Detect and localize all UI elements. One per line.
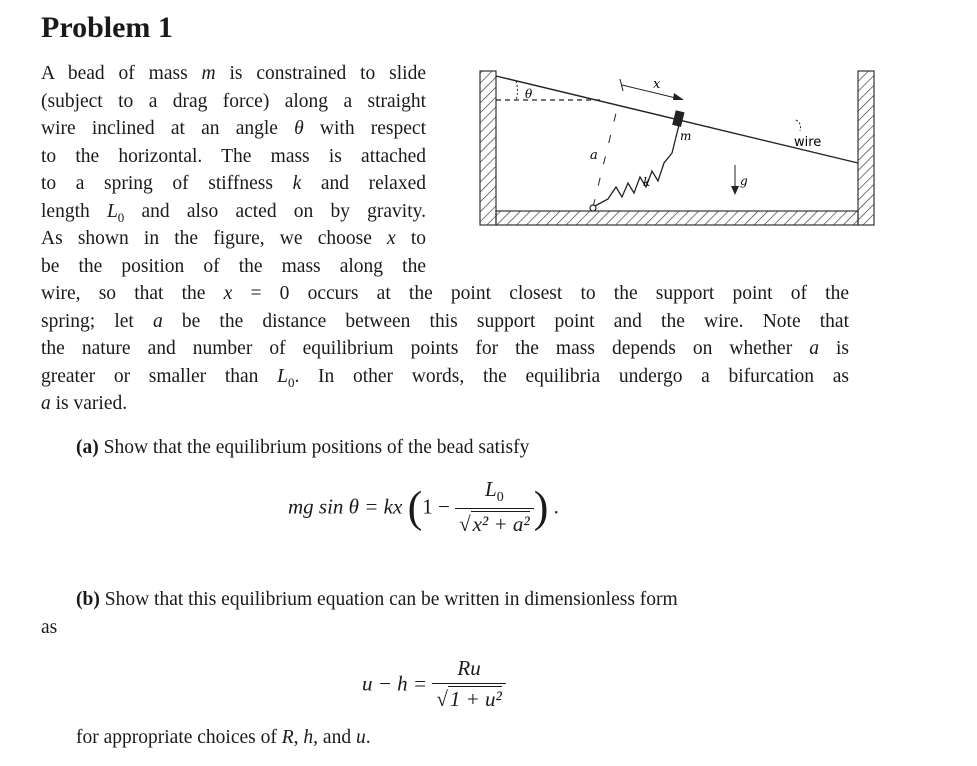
part-b-text	[76, 588, 678, 612]
closing-pre: for appropriate choices of	[76, 727, 282, 748]
intro-line-segment: m	[201, 63, 216, 84]
intro-line-segment: 0	[287, 374, 295, 390]
intro-line-segment: x	[387, 228, 396, 249]
intro-line-segment: to the horizontal. The mass is attached	[41, 146, 426, 167]
m-label: m	[680, 129, 692, 143]
intro-line	[41, 172, 426, 196]
intro-line-segment: k	[292, 173, 302, 194]
intro-line-segment: length	[41, 201, 107, 222]
intro-line-segment: (subject to a drag force) along a straight	[41, 91, 426, 112]
x-arrow	[622, 85, 680, 99]
intro-line-segment: As shown in the figure, we choose	[41, 228, 388, 249]
intro-line-segment: to a spring of stiffness	[41, 173, 293, 194]
eq-a-lhs: mg sin θ = kx	[288, 494, 403, 519]
part-b-prompt: Show that this equilibrium equation can be written in dimensionless form	[99, 589, 678, 610]
intro-line-segment: and also acted on by gravity.	[124, 201, 426, 222]
closing-u: u	[355, 727, 366, 748]
g-label: g	[740, 174, 748, 188]
gravity-arrow-head	[731, 186, 739, 195]
intro-line-segment: a	[809, 338, 819, 359]
intro-line-segment: . In other words, the equilibria undergo a bifurcation as	[294, 366, 849, 387]
closing-R: R	[281, 727, 294, 748]
intro-line	[41, 255, 426, 279]
intro-line-segment: A bead of mass	[41, 63, 202, 84]
intro-line-segment: a	[152, 311, 163, 332]
angle-arc	[516, 81, 518, 100]
eq-a-end: .	[553, 494, 559, 519]
intro-line-segment: x	[223, 283, 233, 304]
intro-line-segment: is varied.	[50, 393, 128, 414]
closing-mid1: ,	[293, 727, 304, 748]
intro-line	[41, 282, 849, 306]
intro-line-segment: L	[106, 201, 118, 222]
a-label: a	[590, 148, 598, 163]
intro-line	[41, 365, 849, 395]
wire-label: wire	[794, 135, 822, 150]
closing-end: .	[365, 727, 371, 748]
intro-line-segment: be the distance between this support point and the wire. Note that	[162, 311, 849, 332]
part-b-as: as	[41, 617, 58, 638]
part-a-text	[76, 436, 529, 460]
figure-diagram	[478, 65, 883, 230]
eq-a-fraction: $\frac{L_0}{\text{√x² + a²}}$	[455, 477, 534, 537]
intro-line-segment: and relaxed	[301, 173, 426, 194]
intro-line-segment: be the position of the mass along the	[41, 256, 426, 277]
eq-a-open-paren: (	[407, 482, 423, 532]
intro-line-segment: a	[41, 393, 51, 414]
closing-h: h	[303, 727, 314, 748]
dotted-curve	[796, 120, 801, 131]
x-arrow-head	[673, 93, 684, 100]
eq-b-lhs: u − h =	[362, 671, 428, 696]
intro-line-segment: θ	[294, 118, 304, 139]
closing-text	[76, 726, 371, 750]
intro-line	[41, 310, 849, 334]
intro-line-segment: is constrained to slide	[215, 63, 427, 84]
equation-a	[288, 477, 559, 537]
intro-line	[41, 145, 426, 169]
theta-label: θ	[525, 87, 533, 101]
intro-line	[41, 337, 849, 361]
bead-mass	[672, 110, 684, 127]
intro-line-segment: greater or smaller than	[41, 366, 278, 387]
intro-line-segment: 0	[117, 209, 125, 225]
intro-line-segment: wire inclined at an angle	[41, 118, 295, 139]
right-wall	[858, 71, 874, 225]
intro-line-segment: = 0 occurs at the point closest to the support point of the	[232, 283, 849, 304]
intro-line	[41, 62, 426, 86]
intro-line	[41, 227, 426, 251]
intro-line-segment: the nature and number of equilibrium points for the mass depends on whether	[41, 338, 810, 359]
eq-a-close-paren: )	[533, 482, 549, 532]
intro-line-segment: to	[395, 228, 426, 249]
intro-line-segment: spring; let	[41, 311, 153, 332]
closing-mid2: , and	[313, 727, 356, 748]
part-a-label: (a)	[76, 437, 99, 458]
eq-a-den: x² + a²	[472, 512, 530, 537]
eq-b-fraction: $\frac{Ru}{\text{√1 + u²}}$	[432, 656, 506, 712]
intro-line	[41, 392, 127, 416]
part-b-label: (b)	[76, 589, 100, 610]
intro-line	[41, 200, 426, 230]
eq-b-num: Ru	[457, 656, 481, 680]
intro-line-segment: is	[818, 338, 849, 359]
spring	[595, 125, 679, 206]
x-label: x	[653, 77, 661, 92]
part-a-prompt: Show that the equilibrium positions of the bead satisfy	[98, 437, 530, 458]
intro-line	[41, 90, 426, 114]
eq-a-num-sub: 0	[496, 490, 504, 506]
left-wall	[480, 71, 496, 225]
intro-line-segment: wire, so that the	[41, 283, 224, 304]
eq-a-one-minus: 1 −	[422, 494, 450, 519]
eq-b-den: 1 + u²	[449, 687, 502, 711]
floor	[496, 211, 858, 225]
intro-line-segment: with respect	[303, 118, 427, 139]
intro-line-segment: L	[277, 366, 288, 387]
intro-line	[41, 117, 426, 141]
problem-title: Problem 1	[41, 11, 173, 44]
k-label: k	[643, 175, 651, 189]
eq-a-num-L: L	[485, 477, 497, 501]
equation-b	[362, 656, 506, 712]
